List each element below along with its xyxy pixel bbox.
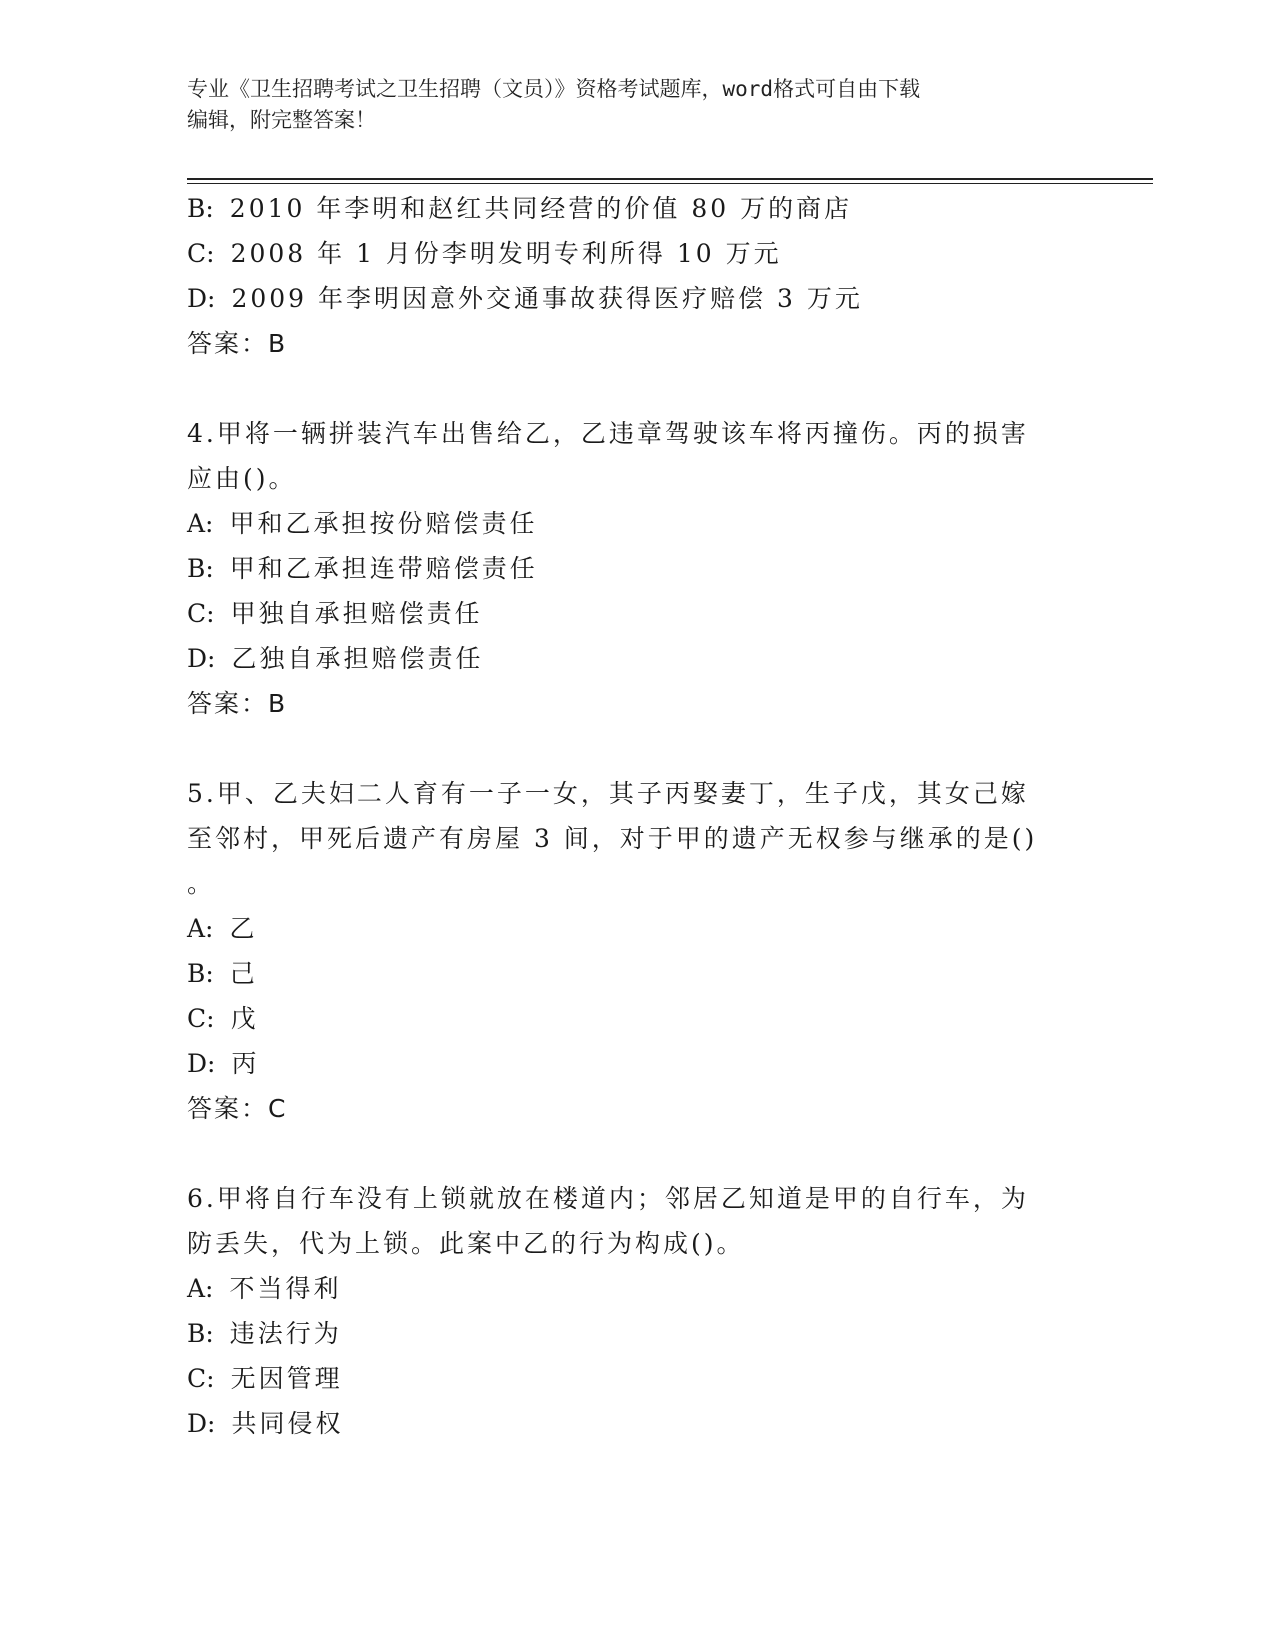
q4-option-b-text: 甲和乙承担连带赔偿责任: [229, 554, 538, 583]
header-line-1: 专业《卫生招聘考试之卫生招聘（文员）》资格考试题库，word格式可自由下载: [187, 77, 921, 101]
q4-option-d-label: D:: [187, 644, 216, 673]
q4-option-c: [187, 598, 483, 630]
q5-option-c-text: 戊: [230, 1004, 259, 1033]
q5-option-b: [187, 958, 258, 990]
q6-option-d-label: D:: [187, 1409, 216, 1438]
q3-option-c-label: C:: [187, 239, 215, 268]
q4-option-d: [187, 643, 483, 675]
q4-option-c-text: 甲独自承担赔偿责任: [230, 599, 483, 628]
q3-option-b-text: 2010 年李明和赵红共同经营的价值 80 万的商店: [229, 194, 853, 223]
q4-option-d-text: 乙独自承担赔偿责任: [231, 644, 484, 673]
q6-option-b-text: 违法行为: [229, 1319, 342, 1348]
q4-stem-line-2: 应由()。: [187, 464, 297, 493]
q4-option-a-text: 甲和乙承担按份赔偿责任: [229, 509, 538, 538]
q5-option-a-text: 乙: [229, 914, 258, 943]
q3-option-b: [187, 193, 852, 225]
q4-option-a: [187, 508, 538, 540]
q5-option-b-text: 己: [229, 959, 258, 988]
q5-stem-line-3: 。: [187, 869, 216, 898]
q6-option-a: [187, 1273, 342, 1305]
q3-option-d: [187, 283, 863, 315]
q5-stem-line-2: 至邻村，甲死后遗产有房屋 3 间，对于甲的遗产无权参与继承的是(): [187, 824, 1038, 853]
q6-stem-line-1: 6.甲将自行车没有上锁就放在楼道内；邻居乙知道是甲的自行车，为: [187, 1184, 1029, 1213]
q5-option-d-text: 丙: [231, 1049, 260, 1078]
header-divider-thin: [187, 183, 1153, 184]
q6-option-b-label: B:: [187, 1319, 214, 1348]
q5-option-b-label: B:: [187, 959, 214, 988]
q4-option-c-label: C:: [187, 599, 215, 628]
q3-answer: 答案：B: [187, 329, 288, 358]
q5-option-a: [187, 913, 258, 945]
q5-option-c-label: C:: [187, 1004, 215, 1033]
q3-option-d-text: 2009 年李明因意外交通事故获得医疗赔偿 3 万元: [231, 284, 863, 313]
q5-option-d: [187, 1048, 259, 1080]
document-header: [187, 74, 1087, 136]
q5-option-d-label: D:: [187, 1049, 216, 1078]
q3-option-c-text: 2008 年 1 月份李明发明专利所得 10 万元: [230, 239, 782, 268]
q3-option-c: [187, 238, 782, 270]
q6-option-a-text: 不当得利: [229, 1274, 342, 1303]
q5-stem-line-1: 5.甲、乙夫妇二人育有一子一女，其子丙娶妻丁，生子戊，其女己嫁: [187, 779, 1029, 808]
q4-option-b: [187, 553, 538, 585]
q4-stem-line-1: 4.甲将一辆拼装汽车出售给乙，乙违章驾驶该车将丙撞伤。丙的损害: [187, 419, 1029, 448]
q3-option-b-label: B:: [187, 194, 214, 223]
header-line-2: 编辑，附完整答案！: [187, 108, 376, 132]
q6-option-c-label: C:: [187, 1364, 215, 1393]
q6-option-b: [187, 1318, 342, 1350]
q3-option-d-label: D:: [187, 284, 216, 313]
q5-option-a-label: A:: [187, 914, 214, 943]
q4-option-a-label: A:: [187, 509, 214, 538]
q4-option-b-label: B:: [187, 554, 214, 583]
q6-option-d-text: 共同侵权: [231, 1409, 344, 1438]
q6-option-c-text: 无因管理: [230, 1364, 343, 1393]
q6-stem-line-2: 防丢失，代为上锁。此案中乙的行为构成()。: [187, 1229, 745, 1258]
header-divider-thick: [187, 178, 1153, 180]
q6-option-d: [187, 1408, 343, 1440]
q6-option-c: [187, 1363, 343, 1395]
q5-answer: 答案：C: [187, 1094, 288, 1123]
q6-option-a-label: A:: [187, 1274, 214, 1303]
q4-answer: 答案：B: [187, 689, 288, 718]
q5-option-c: [187, 1003, 259, 1035]
